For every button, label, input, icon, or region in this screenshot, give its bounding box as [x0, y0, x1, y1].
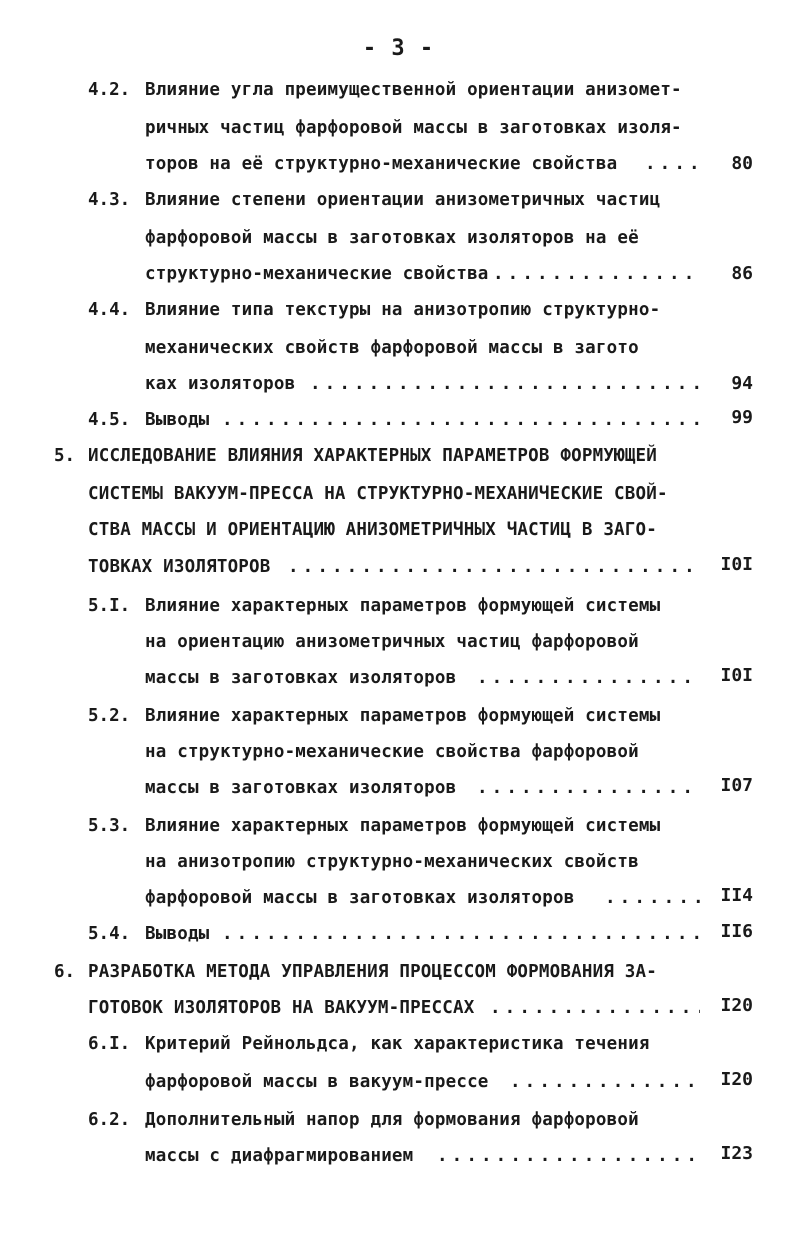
entry-number: 6.I.	[88, 1034, 131, 1054]
entry-title-line: РАЗРАБОТКА МЕТОДА УПРАВЛЕНИЯ ПРОЦЕССОМ ФОРМОВАНИЯ ЗА-	[88, 962, 658, 982]
entry-number: 5.I.	[88, 596, 131, 616]
entry-title-line: Выводы	[145, 410, 210, 430]
entry-title-line: Выводы	[145, 924, 210, 944]
page-number: - 3 -	[362, 36, 435, 61]
entry-title-line: Критерий Рейнольдса, как характеристика течения	[145, 1034, 650, 1054]
entry-number: 4.2.	[88, 80, 131, 100]
entry-title-line: механических свойств фарфоровой массы в загото	[145, 338, 639, 358]
entry-page-number: I20	[720, 995, 753, 1016]
entry-title-line: ТОВКАХ ИЗОЛЯТОРОВ	[88, 557, 271, 577]
dot-leader	[310, 370, 700, 398]
entry-title-line: фарфоровой массы в заготовках изоляторов на её	[145, 228, 639, 248]
entry-page-number: 80	[731, 153, 753, 174]
dot-leader	[477, 664, 700, 692]
entry-title-line: Дополнительный напор для формования фарфоровой	[145, 1110, 639, 1130]
entry-title-line: ричных частиц фарфоровой массы в заготовках изоля-	[145, 118, 682, 138]
dot-leader	[222, 406, 700, 434]
entry-title-line: Влияние степени ориентации анизометричных частиц	[145, 190, 661, 210]
entry-title-line: Влияние характерных параметров формующей системы	[145, 596, 661, 616]
entry-title-line: Влияние угла преимущественной ориентации анизомет-	[145, 80, 682, 100]
entry-number: 4.3.	[88, 190, 131, 210]
dot-leader	[490, 994, 700, 1022]
entry-title-line: СИСТЕМЫ ВАКУУМ-ПРЕССА НА СТРУКТУРНО-МЕХАНИЧЕСКИЕ СВОЙ-	[88, 484, 668, 504]
entry-page-number: I20	[720, 1069, 753, 1090]
entry-title-line: ГОТОВОК ИЗОЛЯТОРОВ НА ВАКУУМ-ПРЕССАХ	[88, 998, 475, 1018]
entry-title-line: фарфоровой массы в заготовках изоляторов	[145, 888, 575, 908]
entry-title-line: Влияние характерных параметров формующей системы	[145, 706, 661, 726]
entry-title-line: на структурно-механические свойства фарфоровой	[145, 742, 639, 762]
dot-leader	[222, 920, 700, 948]
entry-title-line: массы в заготовках изоляторов	[145, 778, 457, 798]
entry-title-line: фарфоровой массы в вакуум-прессе	[145, 1072, 489, 1092]
entry-page-number: I07	[720, 775, 753, 796]
entry-title-line: Влияние характерных параметров формующей системы	[145, 816, 661, 836]
entry-title-line: ках изоляторов	[145, 374, 296, 394]
entry-title-line: ИССЛЕДОВАНИЕ ВЛИЯНИЯ ХАРАКТЕРНЫХ ПАРАМЕТРОВ ФОРМУЮЩЕЙ	[88, 446, 658, 466]
entry-number: 5.3.	[88, 816, 131, 836]
entry-title-line: на анизотропию структурно-механических свойств	[145, 852, 639, 872]
entry-number: 5.2.	[88, 706, 131, 726]
entry-page-number: 94	[731, 373, 753, 394]
dot-leader	[288, 553, 700, 581]
dot-leader	[493, 260, 700, 288]
dot-leader	[477, 774, 700, 802]
entry-number: 5.	[54, 446, 76, 466]
dot-leader	[605, 884, 700, 912]
entry-page-number: I23	[720, 1143, 753, 1164]
entry-title-line: СТВА МАССЫ И ОРИЕНТАЦИЮ АНИЗОМЕТРИЧНЫХ ЧАСТИЦ В ЗАГО-	[88, 520, 658, 540]
dot-leader	[645, 150, 700, 178]
entry-page-number: I0I	[720, 554, 753, 575]
entry-page-number: II6	[720, 921, 753, 942]
entry-page-number: II4	[720, 885, 753, 906]
entry-page-number: 86	[731, 263, 753, 284]
entry-page-number: 99	[731, 407, 753, 428]
entry-title-line: Влияние типа текстуры на анизотропию структурно-	[145, 300, 661, 320]
dot-leader	[437, 1142, 700, 1170]
entry-title-line: торов на её структурно-механические свойства	[145, 154, 618, 174]
entry-number: 5.4.	[88, 924, 131, 944]
entry-title-line: массы в заготовках изоляторов	[145, 668, 457, 688]
entry-number: 6.2.	[88, 1110, 131, 1130]
entry-title-line: структурно-механические свойства	[145, 264, 489, 284]
entry-page-number: I0I	[720, 665, 753, 686]
entry-title-line: на ориентацию анизометричных частиц фарфоровой	[145, 632, 639, 652]
dot-leader	[510, 1068, 700, 1096]
entry-number: 4.4.	[88, 300, 131, 320]
entry-number: 6.	[54, 962, 76, 982]
entry-number: 4.5.	[88, 410, 131, 430]
entry-title-line: массы с диафрагмированием	[145, 1146, 414, 1166]
